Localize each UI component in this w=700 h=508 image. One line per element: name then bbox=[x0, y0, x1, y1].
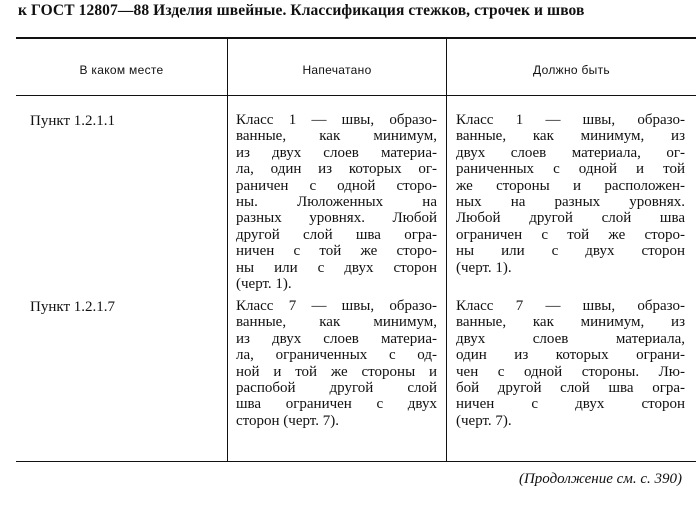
row-2-printed-line: ной и той же стороны и bbox=[236, 363, 437, 380]
continuation-note: (Продолжение см. с. 390) bbox=[518, 471, 682, 487]
row-2-printed-line: сторон (черт. 7). bbox=[236, 412, 339, 429]
row-2-place: Пункт 1.2.1.7 bbox=[30, 299, 116, 315]
row-1-printed-text bbox=[236, 112, 437, 292]
column-header-should-be: Должно быть bbox=[533, 63, 610, 77]
row-1-should-be-line: ограничен с той же сторо- bbox=[456, 226, 685, 243]
column-divider-1 bbox=[227, 39, 228, 461]
column-header-printed: Напечатано bbox=[302, 63, 372, 77]
row-1-should-be-line: ны или с двух сторон bbox=[456, 243, 685, 260]
table-header-rule bbox=[16, 95, 696, 96]
row-1-should-be-line: ных на разных уровнях. bbox=[456, 194, 685, 211]
row-2-printed-line: ванные, как минимум, bbox=[236, 314, 437, 331]
row-1-printed-line: (черт. 1). bbox=[236, 276, 292, 293]
row-2-should-be-text bbox=[456, 298, 685, 429]
row-2-printed-line: из двух слоев материа- bbox=[236, 330, 437, 347]
row-1-place: Пункт 1.2.1.1 bbox=[30, 113, 116, 129]
row-2-should-be-line: (черт. 7). bbox=[456, 412, 512, 429]
row-2-should-be-line: один из которых ограни- bbox=[456, 347, 685, 364]
table-bottom-rule bbox=[16, 461, 696, 462]
row-1-should-be-line: Класс 1 — швы, образо- bbox=[456, 112, 685, 128]
row-2-should-be-line: чен с одной стороны. Лю- bbox=[456, 363, 685, 380]
row-1-printed-line: ны или с двух сторон bbox=[236, 259, 437, 276]
row-2-should-be-line: Класс 7 — швы, образо- bbox=[456, 298, 685, 314]
row-2-should-be-line: ванные, как минимум, из bbox=[456, 314, 685, 331]
row-1-printed-line: раничен с одной сторо- bbox=[236, 177, 437, 194]
row-1-should-be-line: ванные, как минимум, из bbox=[456, 128, 685, 145]
column-header-place: В каком месте bbox=[79, 63, 164, 77]
row-1-should-be-line: двух слоев материала, ог- bbox=[456, 144, 685, 161]
row-2-printed-line: ла, ограниченных с од- bbox=[236, 347, 437, 364]
row-2-printed-line: шва ограничен с двух bbox=[236, 396, 437, 413]
row-1-printed-line: ны. Люложенных на bbox=[236, 194, 437, 211]
row-2-should-be-line: бой другой слой шва огра- bbox=[456, 380, 685, 397]
row-1-printed-line: ла, один из которых ог- bbox=[236, 161, 437, 178]
row-1-should-be-line: раниченных с одной и той bbox=[456, 161, 685, 178]
row-2-should-be-line: двух слоев материала, bbox=[456, 330, 685, 347]
table-top-rule bbox=[16, 37, 696, 39]
row-1-should-be-line: же стороны и расположен- bbox=[456, 177, 685, 194]
row-2-printed-text bbox=[236, 298, 437, 429]
row-1-printed-line: ванные, как минимум, bbox=[236, 128, 437, 145]
row-1-should-be-text bbox=[456, 112, 685, 276]
column-divider-2 bbox=[446, 39, 447, 461]
row-1-should-be-line: Любой другой слой шва bbox=[456, 210, 685, 227]
row-2-should-be-line: ничен с двух сторон bbox=[456, 396, 685, 413]
row-2-printed-line: Класс 7 — швы, образо- bbox=[236, 298, 437, 314]
row-1-printed-line: другой слой шва огра- bbox=[236, 226, 437, 243]
row-1-printed-line: разных уровнях. Любой bbox=[236, 210, 437, 227]
row-1-printed-line: из двух слоев материа- bbox=[236, 144, 437, 161]
page-heading: к ГОСТ 12807—88 Изделия швейные. Классификация стежков, строчек и швов bbox=[18, 2, 585, 19]
row-2-printed-line: распобой другой слой bbox=[236, 380, 437, 397]
row-1-printed-line: ничен с той же сторо- bbox=[236, 243, 437, 260]
row-1-printed-line: Класс 1 — швы, образо- bbox=[236, 112, 437, 128]
row-1-should-be-line: (черт. 1). bbox=[456, 259, 512, 276]
